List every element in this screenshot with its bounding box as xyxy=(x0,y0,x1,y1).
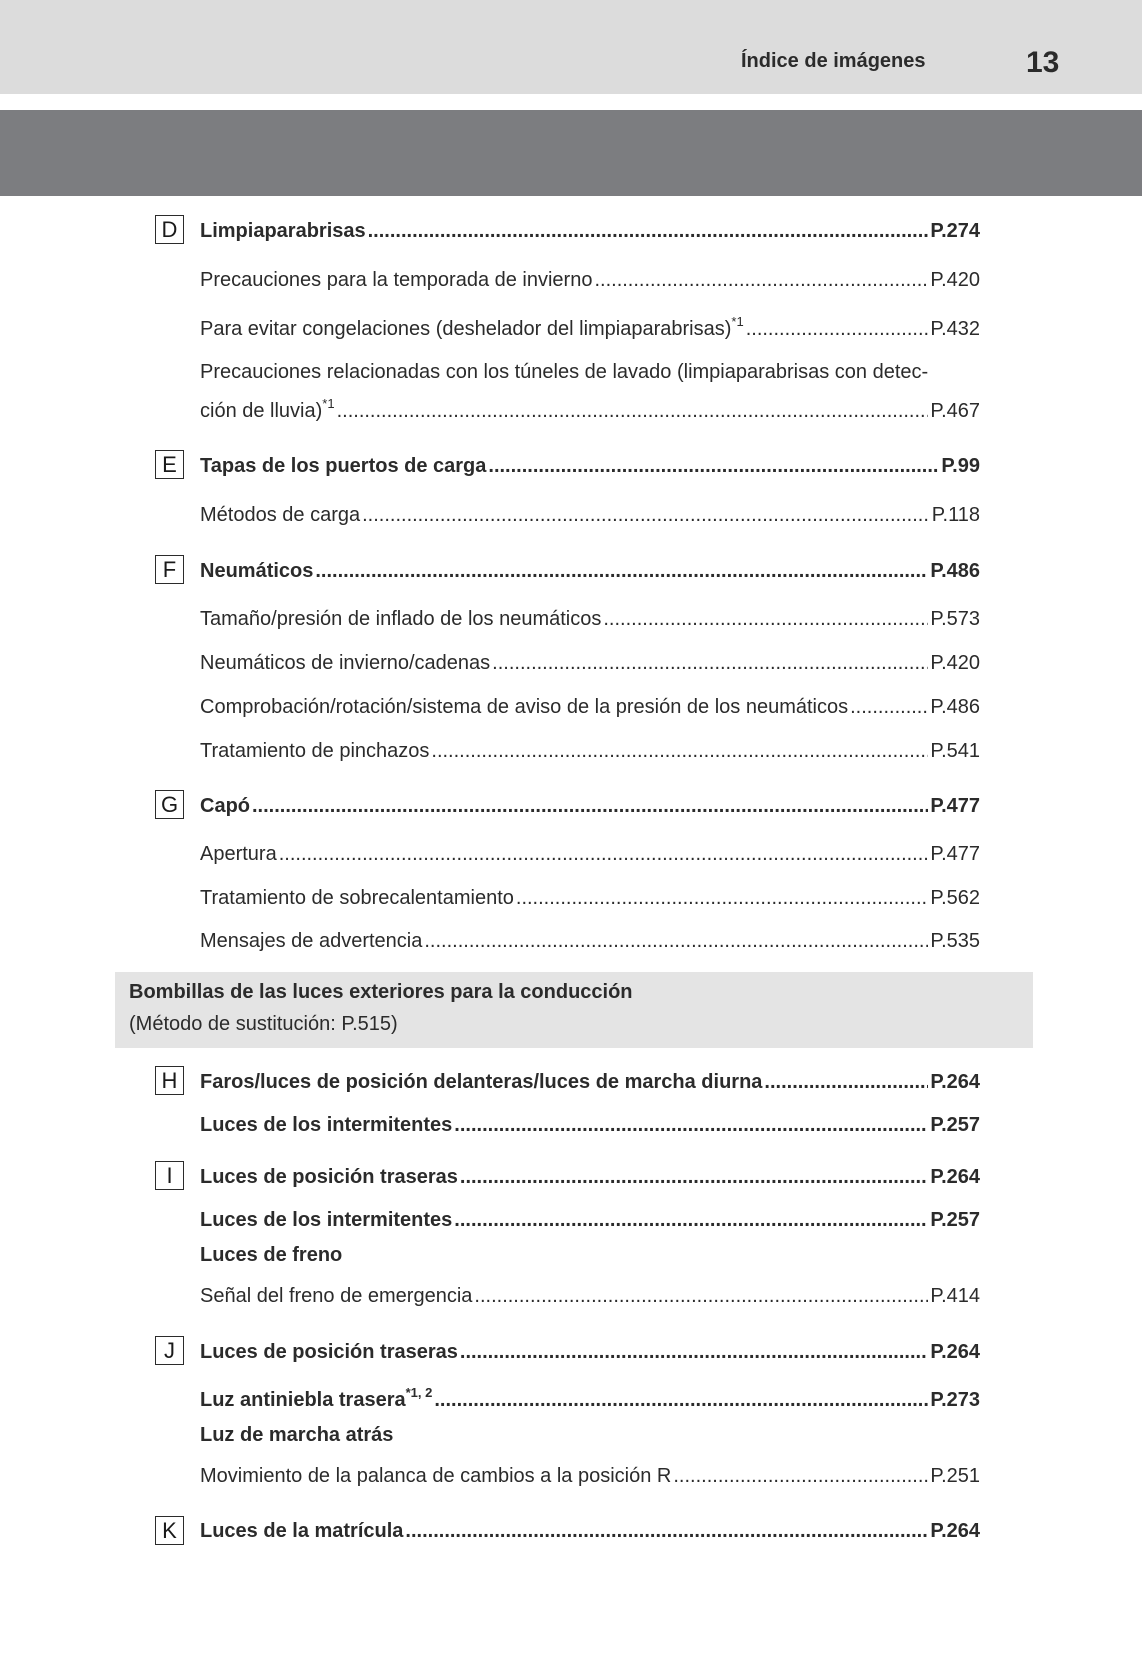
header-bar xyxy=(0,0,1142,94)
index-entry-matricula[interactable] xyxy=(200,1517,980,1545)
index-entry-neumaticos[interactable] xyxy=(200,557,980,585)
letter-badge-k: K xyxy=(155,1516,184,1545)
page-ref-link[interactable]: P.562 xyxy=(930,887,980,909)
entry-label: Tamaño/presión de inflado de los neumáticos xyxy=(200,608,602,630)
entry-label: Luces de posición traseras xyxy=(200,1341,458,1363)
index-entry[interactable] xyxy=(200,840,980,868)
index-heading-marcha-atras: Luz de marcha atrás xyxy=(200,1424,394,1446)
page-ref-link[interactable]: P.264 xyxy=(930,1071,980,1093)
dot-leader xyxy=(431,737,928,765)
letter-badge-f: F xyxy=(155,555,184,584)
entry-label: Tratamiento de pinchazos xyxy=(200,740,430,762)
index-entry[interactable] xyxy=(200,315,980,343)
index-entry[interactable] xyxy=(200,884,980,912)
entry-label: Luz antiniebla trasera$^{*1, 2}$ xyxy=(200,1386,433,1411)
dot-leader xyxy=(279,840,929,868)
page-ref-link[interactable]: P.420 xyxy=(930,652,980,674)
dot-leader xyxy=(424,927,928,955)
page-ref-link[interactable]: P.477 xyxy=(930,843,980,865)
entry-label: Neumáticos xyxy=(200,560,314,582)
dot-leader xyxy=(460,1338,928,1366)
entry-label: Precauciones para la temporada de invierno xyxy=(200,269,593,291)
entry-label: Limpiaparabrisas xyxy=(200,220,366,242)
page-ref-link[interactable]: P.273 xyxy=(930,1389,980,1411)
entry-label: Para evitar congelaciones (deshelador del limpiaparabrisas)$^{*1}$ xyxy=(200,315,744,340)
index-entry[interactable] xyxy=(200,927,980,955)
dot-leader xyxy=(405,1517,928,1545)
letter-badge-h: H xyxy=(155,1066,184,1095)
footnote-mark: *1, 2 xyxy=(405,1386,433,1400)
index-heading-luces-freno: Luces de freno xyxy=(200,1244,343,1266)
dot-leader xyxy=(454,1206,928,1234)
footnote-mark: *1 xyxy=(322,397,335,411)
section-title: Bombillas de las luces exteriores para la conducción xyxy=(129,981,633,1003)
index-entry-posicion-traseras[interactable] xyxy=(200,1338,980,1366)
entry-label: Apertura xyxy=(200,843,277,865)
entry-label: Comprobación/rotación/sistema de aviso de la presión de los neumáticos xyxy=(200,696,849,718)
page-ref-link[interactable]: P.477 xyxy=(930,795,980,817)
index-entry[interactable] xyxy=(200,1282,980,1310)
dot-leader xyxy=(492,649,928,677)
page-ref-link[interactable]: P.264 xyxy=(930,1166,980,1188)
entry-label-line1: Precauciones relacionadas con los túneles de lavado (limpiaparabrisas con detec- xyxy=(200,361,929,383)
entry-label: Tratamiento de sobrecalentamiento xyxy=(200,887,514,909)
page-ref-link[interactable]: P.486 xyxy=(930,696,980,718)
index-entry[interactable] xyxy=(200,266,980,294)
dot-leader xyxy=(362,501,930,529)
dot-leader xyxy=(454,1111,928,1139)
entry-label: Señal del freno de emergencia xyxy=(200,1285,473,1307)
entry-label: Capó xyxy=(200,795,250,817)
index-entry-capo[interactable] xyxy=(200,792,980,820)
page-number: 13 xyxy=(1026,46,1060,79)
page-ref-link[interactable]: P.264 xyxy=(930,1520,980,1542)
letter-badge-i: I xyxy=(155,1161,184,1190)
dot-leader xyxy=(315,557,928,585)
index-entry[interactable] xyxy=(200,649,980,677)
page-ref-link[interactable]: P.414 xyxy=(930,1285,980,1307)
page-ref-link[interactable]: P.467 xyxy=(930,400,980,422)
index-entry[interactable] xyxy=(200,397,980,425)
section-subtitle: (Método de sustitución: P.515) xyxy=(129,1013,398,1035)
image-band xyxy=(0,110,1142,196)
dot-leader xyxy=(850,693,928,721)
page-ref-link[interactable]: P.251 xyxy=(930,1465,980,1487)
dot-leader xyxy=(746,315,929,343)
entry-label: Luces de la matrícula xyxy=(200,1520,404,1542)
page-ref-link[interactable]: P.486 xyxy=(930,560,980,582)
page-ref-link[interactable]: P.274 xyxy=(930,220,980,242)
dot-leader xyxy=(460,1163,928,1191)
entry-label: ción de lluvia)$^{*1}$ xyxy=(200,397,335,422)
dot-leader xyxy=(673,1462,928,1490)
letter-badge-e: E xyxy=(155,450,184,479)
index-entry-posicion-traseras[interactable] xyxy=(200,1163,980,1191)
letter-badge-g: G xyxy=(155,790,184,819)
dot-leader xyxy=(516,884,928,912)
entry-label: Luces de posición traseras xyxy=(200,1166,458,1188)
index-entry-tapas-puertos-carga[interactable] xyxy=(200,452,980,480)
page-ref-link[interactable]: P.541 xyxy=(930,740,980,762)
dot-leader xyxy=(252,792,928,820)
index-entry[interactable] xyxy=(200,605,980,633)
footnote-mark: *1 xyxy=(731,315,744,329)
index-entry[interactable] xyxy=(200,693,980,721)
index-entry[interactable] xyxy=(200,1462,980,1490)
dot-leader xyxy=(337,397,929,425)
page-ref-link[interactable]: P.118 xyxy=(931,504,980,526)
index-entry[interactable] xyxy=(200,501,980,529)
entry-label: Mensajes de advertencia xyxy=(200,930,423,952)
letter-badge-d: D xyxy=(155,215,184,244)
entry-label: Luces de los intermitentes xyxy=(200,1209,453,1231)
page-ref-link[interactable]: P.99 xyxy=(941,455,980,477)
entry-label: Luces de los intermitentes xyxy=(200,1114,453,1136)
page-ref-link[interactable]: P.264 xyxy=(930,1341,980,1363)
dot-leader xyxy=(434,1386,928,1414)
dot-leader xyxy=(368,217,929,245)
entry-label: Tapas de los puertos de carga xyxy=(200,455,487,477)
dot-leader xyxy=(474,1282,928,1310)
dot-leader xyxy=(603,605,928,633)
dot-leader xyxy=(594,266,928,294)
index-entry-limpiaparabrisas[interactable] xyxy=(200,217,980,245)
index-entry-intermitentes[interactable] xyxy=(200,1206,980,1234)
entry-label: Métodos de carga xyxy=(200,504,361,526)
entry-label: Neumáticos de invierno/cadenas xyxy=(200,652,491,674)
index-entry-antiniebla[interactable] xyxy=(200,1386,980,1414)
index-entry[interactable] xyxy=(200,737,980,765)
page-ref-link[interactable]: P.257 xyxy=(930,1114,980,1136)
entry-label: Movimiento de la palanca de cambios a la posición R xyxy=(200,1465,672,1487)
page-ref-link[interactable]: P.573 xyxy=(930,608,980,630)
page-ref-link[interactable]: P.432 xyxy=(930,318,980,340)
page-ref-link[interactable]: P.420 xyxy=(930,269,980,291)
letter-badge-j: J xyxy=(155,1336,184,1365)
page-ref-link[interactable]: P.535 xyxy=(930,930,980,952)
running-title: Índice de imágenes xyxy=(741,50,926,72)
dot-leader xyxy=(488,452,939,480)
section-header-box xyxy=(115,972,1033,1048)
dot-leader xyxy=(764,1068,928,1096)
index-entry-faros[interactable] xyxy=(200,1068,980,1096)
entry-label: Faros/luces de posición delanteras/luces de marcha diurna xyxy=(200,1071,763,1093)
index-entry-intermitentes[interactable] xyxy=(200,1111,980,1139)
page-ref-link[interactable]: P.257 xyxy=(930,1209,980,1231)
